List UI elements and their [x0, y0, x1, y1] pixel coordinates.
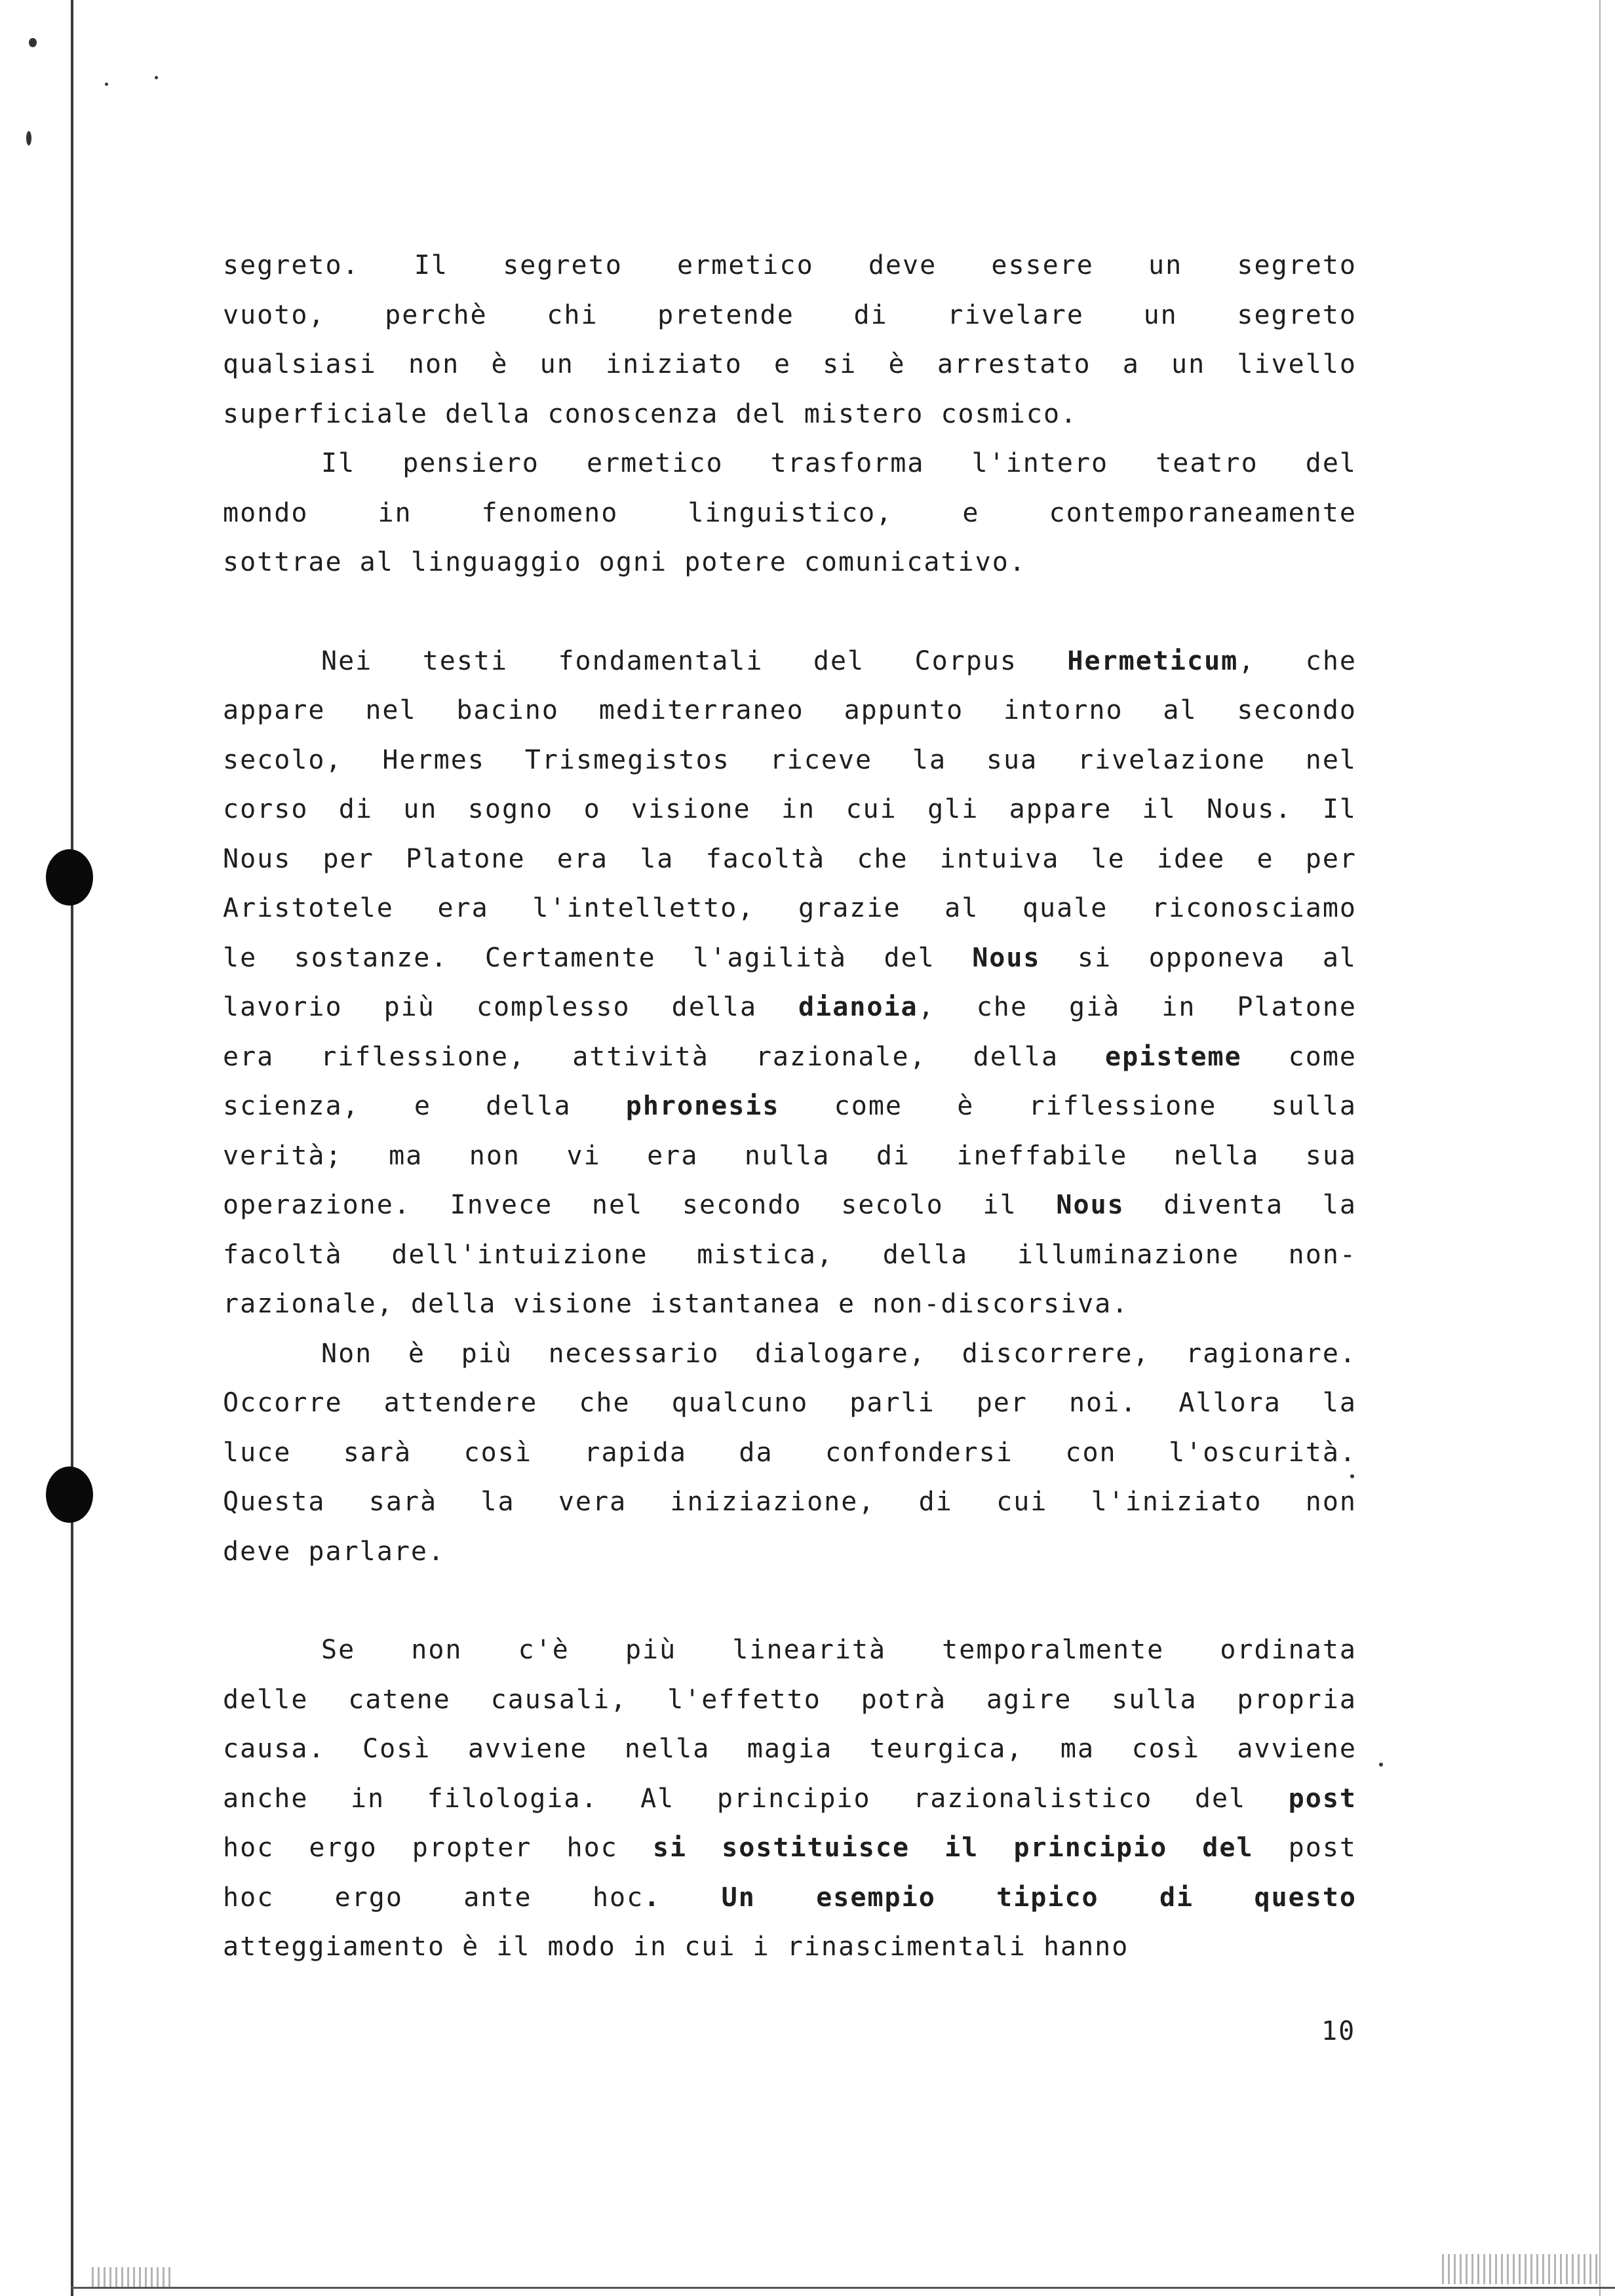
- text-run: come: [1241, 1041, 1357, 1072]
- text-line: [223, 1626, 1357, 1675]
- scan-bottom-border: [71, 2287, 1615, 2289]
- bold-term: episteme: [1105, 1041, 1242, 1072]
- paragraph: [223, 241, 1357, 439]
- text-run: luce sarà così rapida da confondersi con l'oscurità.: [223, 1437, 1357, 1468]
- text-run: qualsiasi non è un iniziato e si è arrestato a un livello: [223, 349, 1357, 379]
- text-line: [223, 1082, 1357, 1132]
- text-line: [223, 1725, 1357, 1774]
- text-run: anche in filologia. Al principio razionalistico del: [223, 1783, 1289, 1814]
- bold-term: Nous: [1056, 1190, 1125, 1220]
- text-line: [223, 1527, 1357, 1577]
- scan-speck: [105, 83, 108, 86]
- text-line: [223, 489, 1357, 539]
- text-line: [223, 1379, 1357, 1428]
- text-run: hoc ergo ante hoc: [223, 1882, 644, 1913]
- text-line: [223, 1280, 1357, 1330]
- paragraph: [223, 1626, 1357, 1972]
- bold-term: dianoia: [798, 992, 918, 1022]
- text-line: [223, 1330, 1357, 1379]
- text-run: si opponeva al: [1040, 942, 1357, 973]
- text-run: delle catene causali, l'effetto potrà agire sulla propria: [223, 1684, 1357, 1715]
- text-line: [223, 1675, 1357, 1725]
- text-run: lavorio più complesso della: [223, 992, 799, 1022]
- paragraph-gap: [223, 1577, 1357, 1626]
- bold-term: si sostituisce il principio del: [617, 1833, 1289, 1863]
- bold-term: post: [1288, 1783, 1357, 1814]
- scan-speck: [29, 38, 37, 47]
- text-line: [223, 1132, 1357, 1181]
- text-run: come è riflessione sulla: [779, 1091, 1357, 1121]
- text-run: corso di un sogno o visione in cui gli appare il Nous. Il: [223, 794, 1357, 824]
- scan-noise: [1442, 2254, 1599, 2284]
- text-run: Aristotele era l'intelletto, grazie al quale riconosciamo: [223, 893, 1357, 923]
- scan-speck: [26, 131, 31, 145]
- scan-speck: [155, 76, 158, 79]
- text-line: [223, 1231, 1357, 1280]
- text-line: [223, 1478, 1357, 1527]
- text-run: Il pensiero ermetico trasforma l'intero teatro del: [321, 448, 1357, 478]
- text-line: [223, 1774, 1357, 1824]
- punch-hole: [46, 1466, 93, 1523]
- text-line: [223, 637, 1357, 687]
- text-line: [223, 1824, 1357, 1873]
- text-run: razionale, della visione istantanea e non-discorsiva.: [223, 1289, 1129, 1319]
- scan-noise: [92, 2267, 170, 2287]
- punch-hole: [46, 849, 93, 906]
- text-run: sottrae al linguaggio ogni potere comunicativo.: [223, 547, 1026, 577]
- scan-right-border: [1599, 0, 1601, 2296]
- text-line: [223, 686, 1357, 736]
- text-line: [223, 538, 1357, 588]
- text-run: verità; ma non vi era nulla di ineffabile nella sua: [223, 1140, 1357, 1171]
- text-run: mondo in fenomeno linguistico, e contemporaneamente: [223, 497, 1357, 528]
- text-line: [223, 439, 1357, 489]
- page-number: 10: [1321, 2016, 1356, 2046]
- text-line: [223, 390, 1357, 440]
- text-run: Nous per Platone era la facoltà che intuiva le idee e per: [223, 843, 1357, 874]
- scan-speck: [1379, 1763, 1383, 1767]
- paragraph: [223, 637, 1357, 1330]
- text-line: [223, 835, 1357, 885]
- text-line: [223, 1181, 1357, 1231]
- text-run: facoltà dell'intuizione mistica, della illuminazione non-: [223, 1239, 1357, 1270]
- text-run: hoc ergo propter hoc: [223, 1833, 618, 1863]
- text-run: causa. Così avviene nella magia teurgica, ma così avviene: [223, 1734, 1357, 1764]
- text-line: [223, 934, 1357, 984]
- text-line: [223, 736, 1357, 786]
- paragraph: [223, 439, 1357, 588]
- text-run: post: [1288, 1833, 1357, 1863]
- bold-term: . Un esempio tipico di questo: [644, 1882, 1357, 1913]
- text-run: Non è più necessario dialogare, discorrere, ragionare.: [321, 1338, 1357, 1369]
- text-run: Nei testi fondamentali del Corpus: [321, 645, 1068, 676]
- text-run: superficiale della conoscenza del mistero cosmico.: [223, 398, 1078, 429]
- text-run: Se non c'è più linearità temporalmente ordinata: [321, 1635, 1357, 1665]
- bold-term: Nous: [972, 942, 1041, 973]
- text-line: [223, 1923, 1357, 1972]
- text-run: Questa sarà la vera iniziazione, di cui l'iniziato non: [223, 1487, 1357, 1517]
- bold-term: Hermeticum: [1067, 645, 1239, 676]
- body-text: [223, 241, 1357, 1972]
- text-run: , che: [1238, 645, 1357, 676]
- text-run: Occorre attendere che qualcuno parli per noi. Allora la: [223, 1388, 1357, 1418]
- text-line: [223, 1033, 1357, 1082]
- text-run: vuoto, perchè chi pretende di rivelare un segreto: [223, 299, 1357, 330]
- text-run: , che già in Platone: [918, 992, 1357, 1022]
- text-line: [223, 241, 1357, 291]
- text-run: secolo, Hermes Trismegistos riceve la sua rivelazione nel: [223, 744, 1357, 775]
- bold-term: phronesis: [625, 1091, 780, 1121]
- text-line: [223, 1428, 1357, 1478]
- text-line: [223, 340, 1357, 390]
- text-run: era riflessione, attività razionale, della: [223, 1041, 1106, 1072]
- text-line: [223, 291, 1357, 341]
- text-run: segreto. Il segreto ermetico deve essere un segreto: [223, 250, 1357, 280]
- text-line: [223, 1873, 1357, 1923]
- text-run: atteggiamento è il modo in cui i rinascimentali hanno: [223, 1932, 1129, 1962]
- text-run: appare nel bacino mediterraneo appunto intorno al secondo: [223, 695, 1357, 725]
- text-line: [223, 884, 1357, 934]
- paragraph-gap: [223, 588, 1357, 637]
- scan-left-border: [71, 0, 73, 2296]
- text-line: [223, 983, 1357, 1033]
- text-run: scienza, e della: [223, 1091, 626, 1121]
- text-run: operazione. Invece nel secondo secolo il: [223, 1190, 1057, 1220]
- paragraph: [223, 1330, 1357, 1577]
- text-run: le sostanze. Certamente l'agilità del: [223, 942, 973, 973]
- text-run: diventa la: [1124, 1190, 1357, 1220]
- text-line: [223, 785, 1357, 835]
- text-run: deve parlare.: [223, 1536, 446, 1567]
